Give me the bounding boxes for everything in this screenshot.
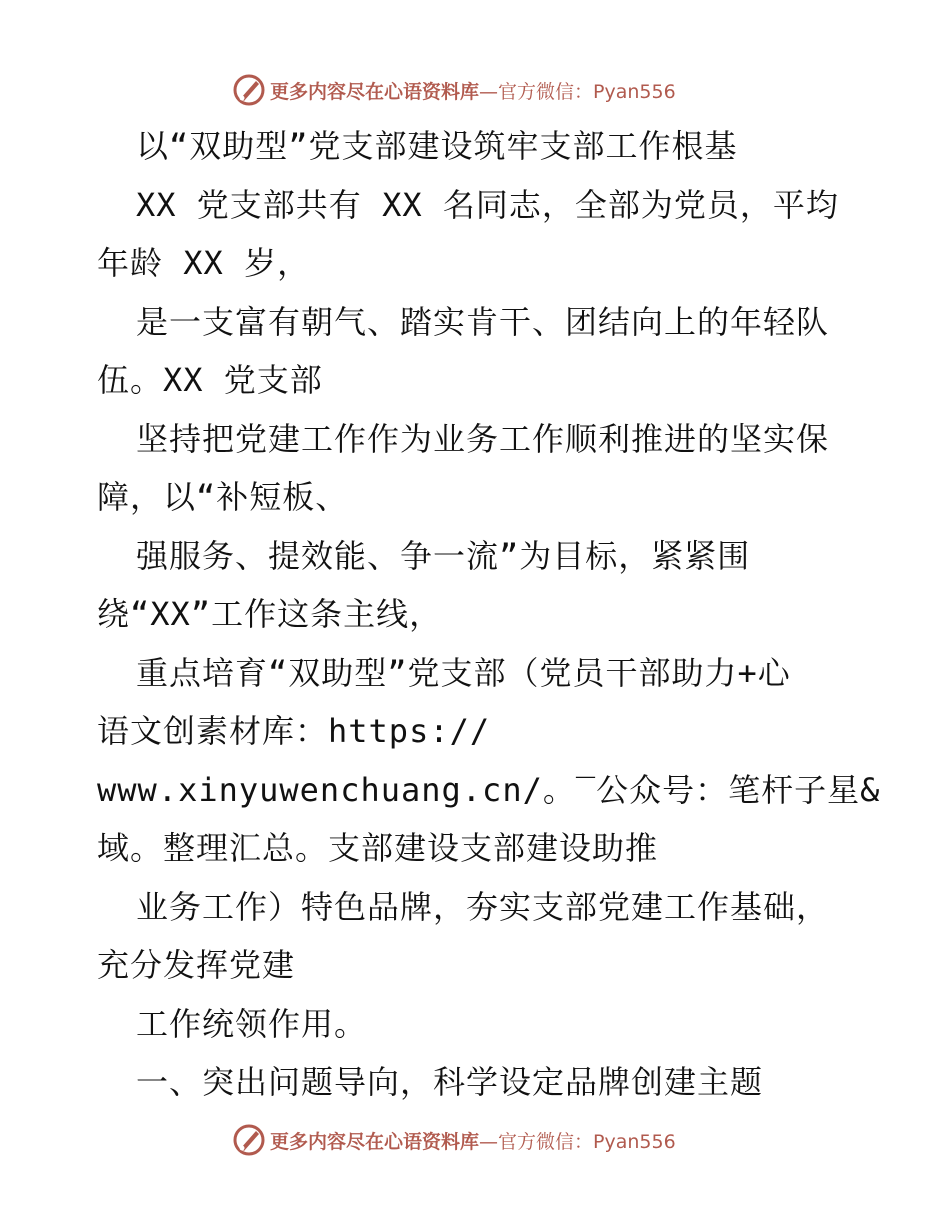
pen-logo-icon — [232, 73, 266, 107]
watermark-wechat: —官方微信：Pyan556 — [479, 80, 676, 103]
doc-line: 语文创素材库：https:// — [97, 712, 491, 750]
doc-line: 工作统领作用。 — [136, 1005, 368, 1043]
watermark-wechat: —官方微信：Pyan556 — [479, 1130, 676, 1153]
watermark-text: 更多内容尽在心语资料库 — [270, 1130, 480, 1153]
watermark-header — [232, 72, 676, 108]
doc-line: XX 党支部共有 XX 名同志，全部为党员，平均 — [136, 186, 839, 224]
pen-logo-icon — [232, 1123, 266, 1157]
watermark-footer — [232, 1122, 676, 1158]
doc-heading: 一、突出问题导向，科学设定品牌创建主题 — [136, 1063, 764, 1101]
doc-line: 坚持把党建工作作为业务工作顺利推进的坚实保 — [136, 420, 830, 458]
doc-line: 是一支富有朝气、踏实肯干、团结向上的年轻队 — [136, 303, 830, 341]
doc-line: 年龄 XX 岁， — [97, 244, 311, 282]
doc-line: 强服务、提效能、争一流”为目标，紧紧围 — [136, 537, 751, 575]
doc-line: 伍。XX 党支部 — [97, 361, 323, 399]
doc-line: 域。整理汇总。支部建设支部建设助推 — [97, 829, 659, 867]
doc-line: 绕“XX”工作这条主线， — [97, 595, 443, 633]
doc-line: www.xinyuwenchuang.cn/。‾公众号：笔杆子星& — [97, 771, 881, 809]
doc-line: 重点培育“双助型”党支部（党员干部助力+心 — [136, 654, 791, 692]
doc-title: 以“双助型”党支部建设筑牢支部工作根基 — [136, 127, 738, 165]
doc-line: 障，以“补短板、 — [97, 478, 349, 516]
watermark-text: 更多内容尽在心语资料库 — [270, 80, 480, 103]
doc-line: 充分发挥党建 — [97, 946, 296, 984]
doc-line: 业务工作）特色品牌，夯实支部党建工作基础， — [136, 888, 830, 926]
